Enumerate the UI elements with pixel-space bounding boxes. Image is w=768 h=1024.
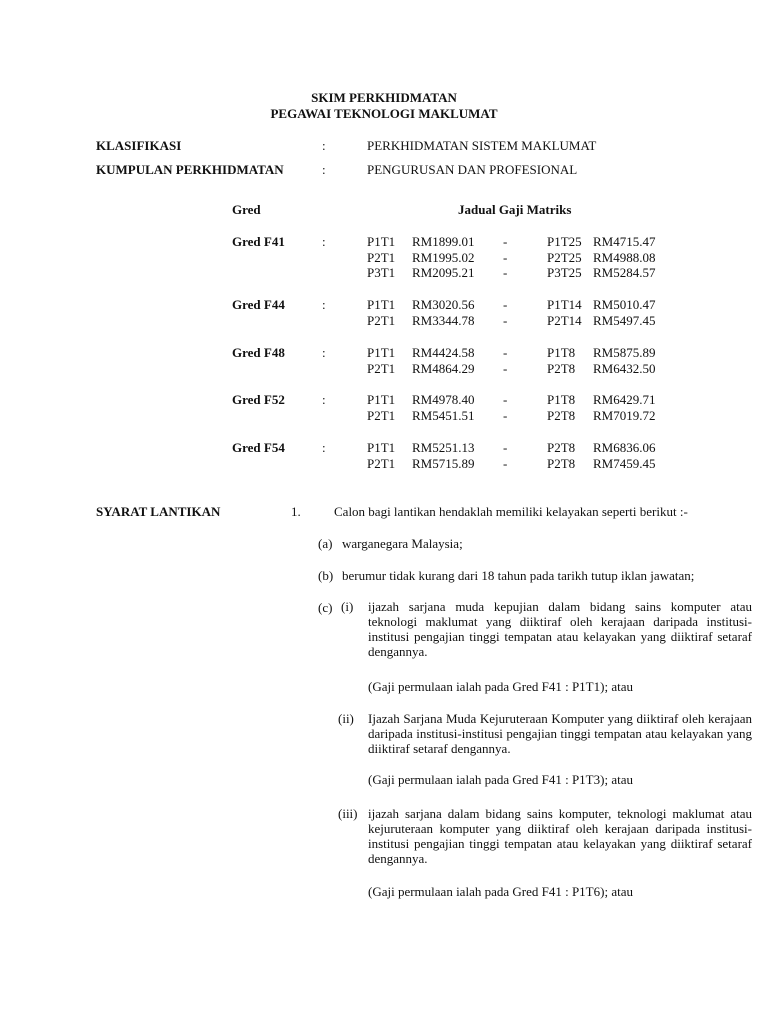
from-code: P2T1: [367, 408, 396, 423]
range-dash: -: [503, 234, 508, 249]
klasifikasi-colon: :: [322, 138, 326, 153]
from-amount: RM1899.01: [412, 234, 475, 249]
grade-colon: :: [322, 440, 326, 455]
to-code: P2T8: [547, 408, 576, 423]
grade-colon: :: [322, 297, 326, 312]
to-code: P1T8: [547, 345, 576, 360]
grade-name: Gred F48: [232, 345, 285, 360]
to-code: P2T8: [547, 456, 576, 471]
item-b-text: berumur tidak kurang dari 18 tahun pada tarikh tutup iklan jawatan;: [342, 568, 695, 583]
to-amount: RM7459.45: [593, 456, 656, 471]
from-code: P2T1: [367, 250, 396, 265]
range-dash: -: [503, 392, 508, 407]
from-amount: RM5451.51: [412, 408, 475, 423]
to-amount: RM6432.50: [593, 361, 656, 376]
from-code: P1T1: [367, 392, 396, 407]
to-amount: RM7019.72: [593, 408, 656, 423]
from-amount: RM4864.29: [412, 361, 475, 376]
range-dash: -: [503, 297, 508, 312]
kumpulan-label: KUMPULAN PERKHIDMATAN: [96, 162, 284, 177]
subitem-iii-marker: (iii): [338, 806, 358, 821]
grade-name: Gred F41: [232, 234, 285, 249]
subitem-ii-gaji: (Gaji permulaan ialah pada Gred F41 : P1T3); atau: [368, 772, 633, 787]
item-b-marker: (b): [318, 568, 334, 583]
item-a-marker: (a): [318, 536, 333, 551]
from-amount: RM5715.89: [412, 456, 475, 471]
subitem-i-marker: (i): [341, 599, 354, 614]
from-code: P2T1: [367, 313, 396, 328]
klasifikasi-label: KLASIFIKASI: [96, 138, 182, 153]
to-code: P2T25: [547, 250, 582, 265]
to-code: P2T8: [547, 361, 576, 376]
from-amount: RM3020.56: [412, 297, 475, 312]
from-amount: RM2095.21: [412, 265, 475, 280]
range-dash: -: [503, 408, 508, 423]
from-code: P1T1: [367, 440, 396, 455]
to-amount: RM4715.47: [593, 234, 656, 249]
from-code: P3T1: [367, 265, 396, 280]
kumpulan-colon: :: [322, 162, 326, 177]
syarat-number: 1.: [291, 504, 301, 519]
title-line-2: PEGAWAI TEKNOLOGI MAKLUMAT: [270, 106, 498, 121]
from-amount: RM4978.40: [412, 392, 475, 407]
range-dash: -: [503, 313, 508, 328]
grade-name: Gred F52: [232, 392, 285, 407]
from-amount: RM1995.02: [412, 250, 475, 265]
range-dash: -: [503, 456, 508, 471]
gred-header: Gred: [232, 202, 261, 217]
to-amount: RM5497.45: [593, 313, 656, 328]
grade-name: Gred F44: [232, 297, 285, 312]
to-amount: RM5284.57: [593, 265, 656, 280]
to-code: P3T25: [547, 265, 582, 280]
kumpulan-value: PENGURUSAN DAN PROFESIONAL: [367, 162, 578, 177]
grade-name: Gred F54: [232, 440, 285, 455]
subitem-ii-text: Ijazah Sarjana Muda Kejuruteraan Komputer yang diiktiraf oleh kerajaan daripada institusi-institusi pengajian tinggi tempatan atau kelayakan yang diiktiraf setaraf dengannya.: [368, 711, 752, 756]
grade-colon: :: [322, 392, 326, 407]
to-amount: RM5010.47: [593, 297, 656, 312]
title-line-1: SKIM PERKHIDMATAN: [311, 90, 457, 105]
grade-colon: :: [322, 345, 326, 360]
range-dash: -: [503, 265, 508, 280]
subitem-i-gaji: (Gaji permulaan ialah pada Gred F41 : P1T1); atau: [368, 679, 633, 694]
from-code: P1T1: [367, 345, 396, 360]
item-c-marker: (c): [318, 600, 333, 615]
syarat-intro: Calon bagi lantikan hendaklah memiliki kelayakan seperti berikut :-: [334, 504, 688, 519]
to-amount: RM6429.71: [593, 392, 656, 407]
range-dash: -: [503, 345, 508, 360]
subitem-i-text: ijazah sarjana muda kepujian dalam bidang sains komputer atau teknologi maklumat yang diiktiraf oleh kerajaan daripada institusi-institusi pengajian tinggi tempatan atau kelayakan yang diiktiraf setaraf dengannya.: [368, 599, 752, 659]
from-code: P2T1: [367, 456, 396, 471]
to-amount: RM6836.06: [593, 440, 656, 455]
to-code: P2T8: [547, 440, 576, 455]
range-dash: -: [503, 361, 508, 376]
jadual-gaji-header: Jadual Gaji Matriks: [458, 202, 572, 217]
from-amount: RM5251.13: [412, 440, 475, 455]
to-code: P1T14: [547, 297, 582, 312]
subitem-iii-gaji: (Gaji permulaan ialah pada Gred F41 : P1T6); atau: [368, 884, 633, 899]
to-code: P2T14: [547, 313, 582, 328]
to-code: P1T25: [547, 234, 582, 249]
grade-colon: :: [322, 234, 326, 249]
subitem-ii-marker: (ii): [338, 711, 354, 726]
syarat-lantikan-label: SYARAT LANTIKAN: [96, 504, 221, 519]
from-code: P2T1: [367, 361, 396, 376]
subitem-iii-text: ijazah sarjana dalam bidang sains komputer, teknologi maklumat atau kejuruteraan komputer yang diiktiraf oleh kerajaan daripada institusi-institusi pengajian tinggi tempatan atau kelayakan yang diiktiraf setaraf dengannya.: [368, 806, 752, 866]
to-amount: RM4988.08: [593, 250, 656, 265]
from-code: P1T1: [367, 297, 396, 312]
from-amount: RM4424.58: [412, 345, 475, 360]
to-amount: RM5875.89: [593, 345, 656, 360]
from-amount: RM3344.78: [412, 313, 475, 328]
from-code: P1T1: [367, 234, 396, 249]
item-a-text: warganegara Malaysia;: [342, 536, 463, 551]
range-dash: -: [503, 440, 508, 455]
to-code: P1T8: [547, 392, 576, 407]
klasifikasi-value: PERKHIDMATAN SISTEM MAKLUMAT: [367, 138, 597, 153]
range-dash: -: [503, 250, 508, 265]
